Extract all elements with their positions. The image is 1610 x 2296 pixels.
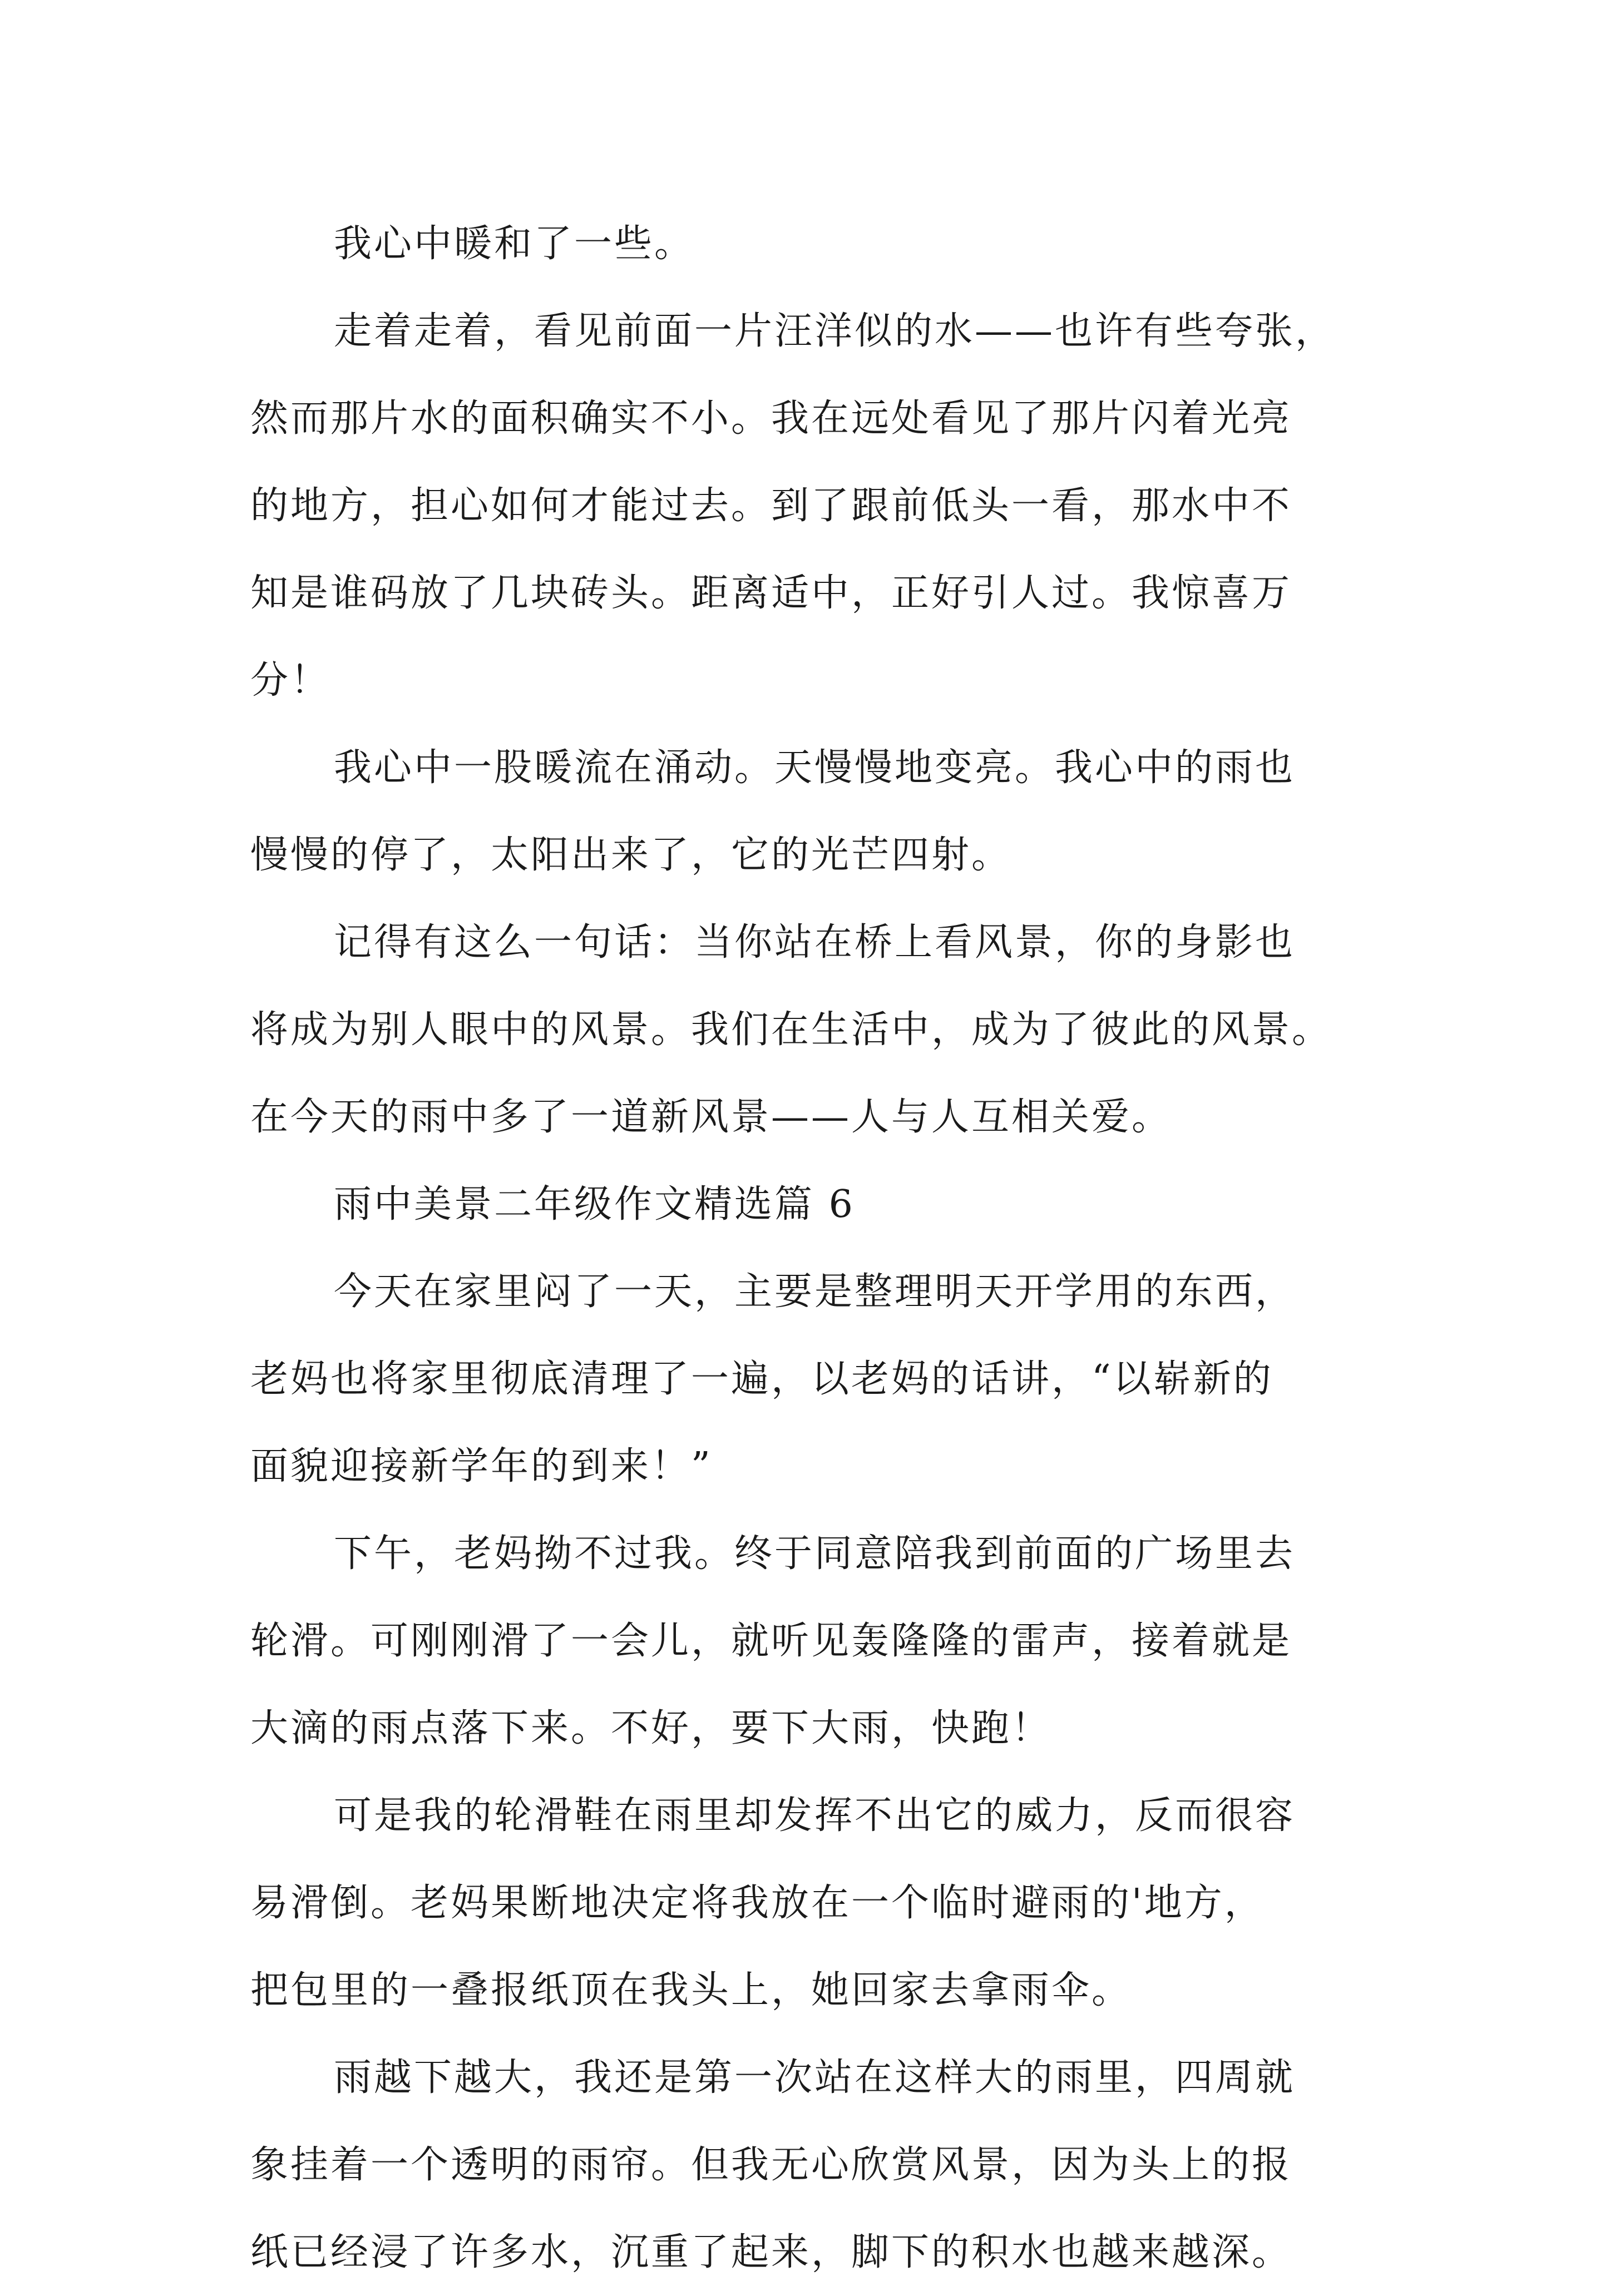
text-line: 然而那片水的面积确实不小。我在远处看见了那片闪着光亮 (250, 397, 1292, 441)
text-line: 大滴的雨点落下来。不好，要下大雨，快跑！ (250, 1706, 1052, 1750)
text-line: 纸已经浸了许多水，沉重了起来，脚下的积水也越来越深。 (250, 2230, 1292, 2274)
text-line: 老妈也将家里彻底清理了一遍，以老妈的话讲，“以崭新的 (250, 1357, 1273, 1401)
text-line: 面貌迎接新学年的到来！” (250, 1444, 713, 1488)
essay-body (250, 200, 1396, 2296)
text-line: 可是我的轮滑鞋在雨里却发挥不出它的威力，反而很容 (334, 1794, 1296, 1838)
text-line: 把包里的一叠报纸顶在我头上，她回家去拿雨伞。 (250, 1968, 1132, 2012)
text-line: 轮滑。可刚刚滑了一会儿，就听见轰隆隆的雷声，接着就是 (250, 1619, 1292, 1663)
text-line: 分！ (250, 659, 331, 702)
text-line: 我心中暖和了一些。 (334, 222, 695, 266)
text-line: 我心中一股暖流在涌动。天慢慢地变亮。我心中的雨也 (334, 746, 1296, 790)
text-line: 走着走着，看见前面一片汪洋似的水——也许有些夸张， (334, 309, 1336, 353)
text-line: 雨越下越大，我还是第一次站在这样大的雨里，四周就 (334, 2056, 1296, 2100)
text-line: 的地方，担心如何才能过去。到了跟前低头一看，那水中不 (250, 484, 1292, 528)
text-line: 下午，老妈拗不过我。终于同意陪我到前面的广场里去 (334, 1532, 1296, 1576)
text-line: 将成为别人眼中的风景。我们在生活中，成为了彼此的风景。 (250, 1008, 1332, 1052)
text-line: 在今天的雨中多了一道新风景——人与人互相关爱。 (250, 1095, 1172, 1139)
text-line: 知是谁码放了几块砖头。距离适中，正好引人过。我惊喜万 (250, 571, 1292, 615)
text-line: 象挂着一个透明的雨帘。但我无心欣赏风景，因为头上的报 (250, 2143, 1292, 2187)
text-line: 慢慢的停了，太阳出来了，它的光芒四射。 (250, 833, 1012, 877)
text-line: 记得有这么一句话：当你站在桥上看风景，你的身影也 (334, 921, 1296, 964)
section-heading: 雨中美景二年级作文精选篇 6 (334, 1182, 855, 1226)
text-line: 易滑倒。老妈果断地决定将我放在一个临时避雨的'地方， (250, 1881, 1265, 1925)
text-line: 今天在家里闷了一天，主要是整理明天开学用的东西， (334, 1270, 1296, 1314)
